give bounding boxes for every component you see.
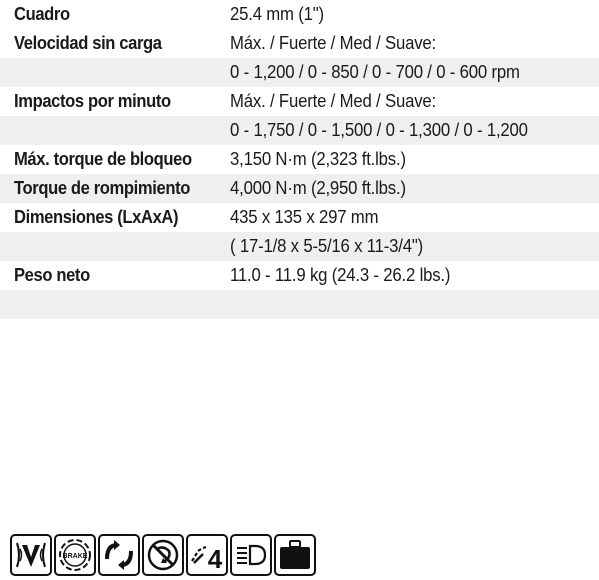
- spec-label: Máx. torque de bloqueo: [14, 149, 192, 169]
- feature-icon-strip: [10, 534, 316, 576]
- spec-row-velocidad-values: [0, 58, 599, 87]
- speed-settings-icon: [186, 534, 228, 576]
- spec-label: Impactos por minuto: [14, 91, 171, 111]
- spec-value: 0 - 1,200 / 0 - 850 / 0 - 700 / 0 - 600 rpm: [230, 62, 520, 82]
- spec-row-impactos: [0, 87, 599, 116]
- brake-icon: [54, 534, 96, 576]
- spec-value: 25.4 mm (1"): [230, 4, 324, 24]
- anti-vibration-icon: [10, 534, 52, 576]
- spec-label: Velocidad sin carga: [14, 33, 162, 53]
- spec-row-velocidad: [0, 29, 599, 58]
- spec-label: Peso neto: [14, 265, 90, 285]
- spec-row-cuadro: [0, 0, 599, 29]
- spec-value: 3,150 N·m (2,323 ft.lbs.): [230, 149, 406, 169]
- spec-row-impactos-values: [0, 116, 599, 145]
- spec-row-torque-bloqueo: [0, 145, 599, 174]
- spec-row-dimensiones-inches: [0, 232, 599, 261]
- carrying-case-icon: [274, 534, 316, 576]
- spec-value: Máx. / Fuerte / Med / Suave:: [230, 33, 436, 53]
- spec-value: Máx. / Fuerte / Med / Suave:: [230, 91, 436, 111]
- spec-value: 4,000 N·m (2,950 ft.lbs.): [230, 178, 406, 198]
- spec-value: 0 - 1,750 / 0 - 1,500 / 0 - 1,300 / 0 - 1,200: [230, 120, 528, 140]
- svg-text:4: 4: [207, 544, 223, 573]
- svg-text:BRAKE: BRAKE: [62, 553, 88, 560]
- spec-value: ( 17-1/8 x 5-5/16 x 11-3/4"): [230, 236, 424, 256]
- anti-kickback-icon: [142, 534, 184, 576]
- spec-value: 11.0 - 11.9 kg (24.3 - 26.2 lbs.): [230, 265, 451, 285]
- spec-label: Cuadro: [14, 4, 70, 24]
- reverse-rotation-icon: [98, 534, 140, 576]
- led-light-icon: [230, 534, 272, 576]
- spec-row-dimensiones: [0, 203, 599, 232]
- spec-label: Dimensiones (LxAxA): [14, 207, 179, 227]
- spec-value: 435 x 135 x 297 mm: [230, 207, 379, 227]
- spec-label: Torque de rompimiento: [14, 178, 190, 198]
- spec-row-peso: [0, 261, 599, 290]
- spec-row-empty: [0, 290, 599, 319]
- spec-row-torque-rompimiento: [0, 174, 599, 203]
